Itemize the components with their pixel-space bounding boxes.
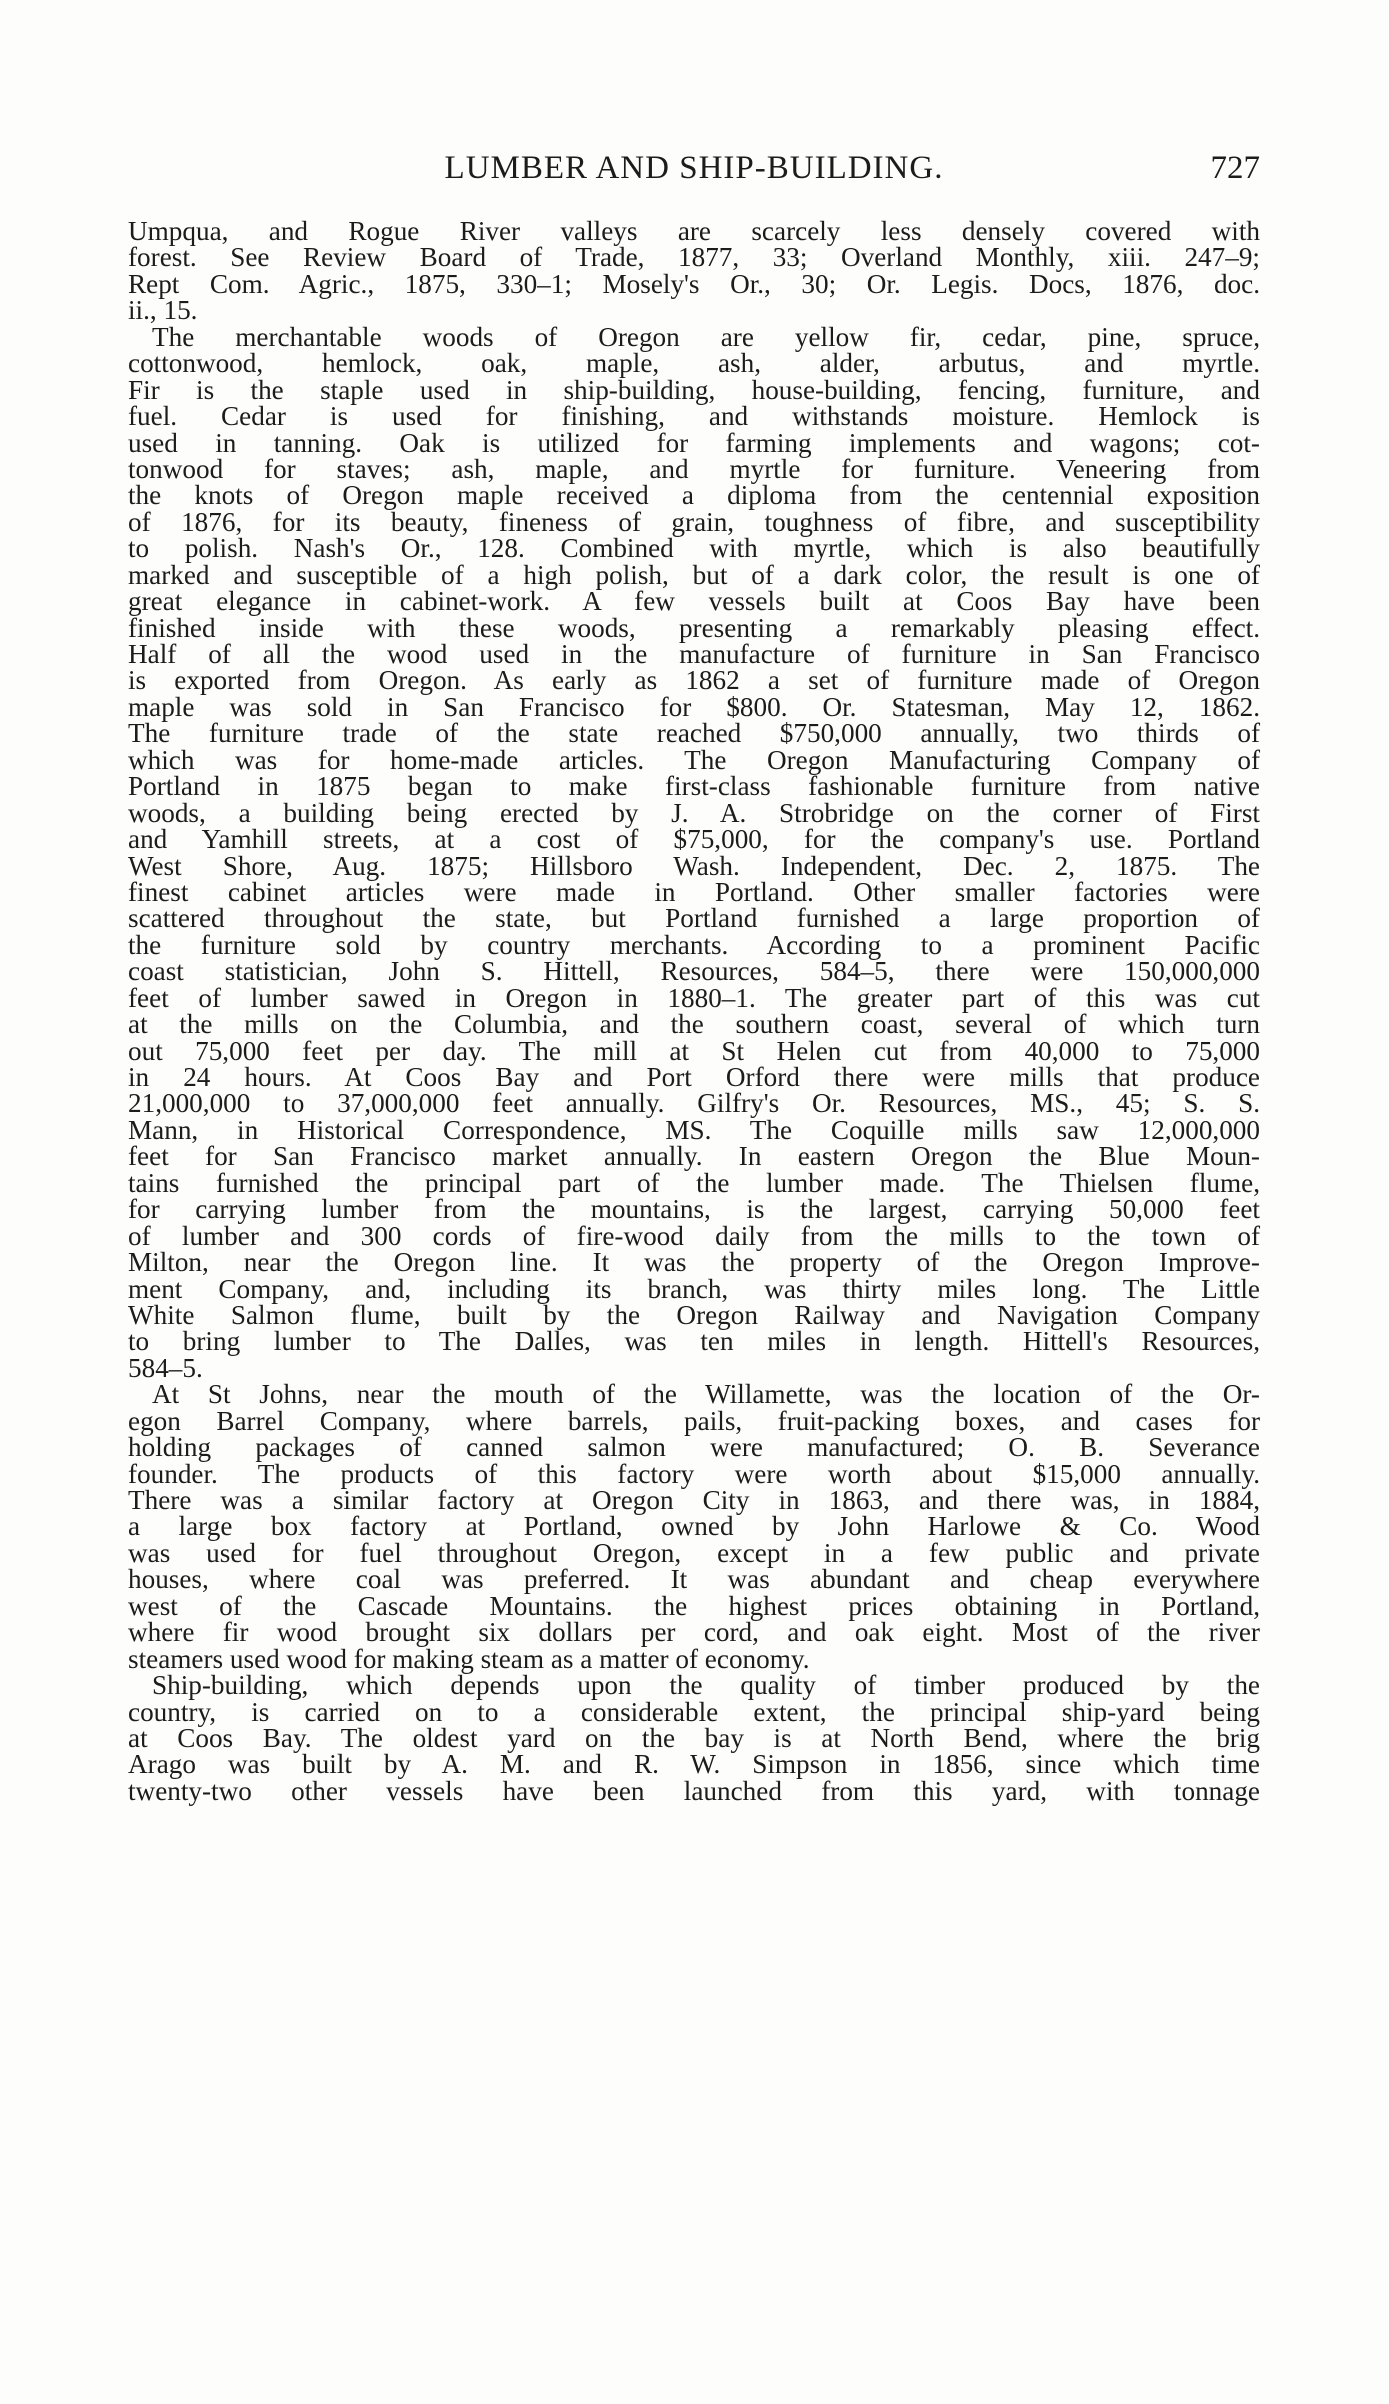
text-line: At St Johns, near the mouth of the Willamette, was the location of the Or-	[152, 1379, 1260, 1410]
footnote-text	[128, 218, 1260, 1804]
text-line: at Coos Bay. The oldest yard on the bay is at North Bend, where the brig	[128, 1722, 1260, 1753]
text-line: was used for fuel throughout Oregon, except in a few public and private	[128, 1537, 1260, 1568]
text-line: Ship-building, which depends upon the quality of timber produced by the	[152, 1670, 1260, 1701]
text-line: Umpqua, and Rogue River valleys are scarcely less densely covered with	[128, 216, 1260, 246]
text-line: tonwood for staves; ash, maple, and myrtle for furniture. Veneering from	[128, 453, 1260, 484]
text-line: the knots of Oregon maple received a diploma from the centennial exposition	[128, 480, 1260, 511]
text-line: The merchantable woods of Oregon are yellow fir, cedar, pine, spruce,	[152, 321, 1260, 352]
text-line: for carrying lumber from the mountains, is the largest, carrying 50,000 feet	[128, 1194, 1260, 1225]
text-line: great elegance in cabinet-work. A few vessels built at Coos Bay have been	[128, 586, 1260, 617]
text-line: which was for home-made articles. The Oregon Manufacturing Company of	[128, 744, 1260, 775]
text-line: 21,000,000 to 37,000,000 feet annually. Gilfry's Or. Resources, MS., 45; S. S.	[128, 1088, 1260, 1119]
text-line: and Yamhill streets, at a cost of $75,000, for the company's use. Portland	[128, 824, 1260, 855]
text-line: in 24 hours. At Coos Bay and Port Orford there were mills that produce	[128, 1062, 1260, 1092]
text-line: egon Barrel Company, where barrels, pails, fruit-packing boxes, and cases for	[128, 1405, 1260, 1436]
text-line: tains furnished the principal part of the lumber made. The Thielsen flume,	[128, 1167, 1260, 1198]
page-title: LUMBER AND SHIP-BUILDING.	[444, 150, 944, 186]
running-head	[128, 150, 1260, 194]
text-line: Fir is the staple used in ship-building, house-building, fencing, furniture, and	[128, 374, 1260, 405]
text-line: steamers used wood for making steam as a matter of economy.	[128, 1643, 810, 1674]
text-line: twenty-two other vessels have been launched from this yard, with tonnage	[128, 1775, 1260, 1806]
text-line: country, is carried on to a considerable extent, the principal ship-yard being	[128, 1696, 1260, 1727]
text-line: White Salmon flume, built by the Oregon Railway and Navigation Company	[128, 1299, 1260, 1330]
text-line: Portland in 1875 began to make first-class fashionable furniture from native	[128, 771, 1260, 802]
text-line: maple was sold in San Francisco for $800. Or. Statesman, May 12, 1862.	[128, 691, 1260, 722]
text-line: out 75,000 feet per day. The mill at St Helen cut from 40,000 to 75,000	[128, 1035, 1260, 1066]
page-number: 727	[1210, 150, 1260, 186]
text-line: where fir wood brought six dollars per cord, and oak eight. Most of the river	[128, 1617, 1260, 1648]
text-line: Rept Com. Agric., 1875, 330–1; Mosely's Or., 30; Or. Legis. Docs, 1876, doc.	[128, 268, 1260, 299]
text-line: of lumber and 300 cords of fire-wood daily from the mills to the town of	[128, 1220, 1260, 1251]
text-line: West Shore, Aug. 1875; Hillsboro Wash. Independent, Dec. 2, 1875. The	[128, 850, 1260, 881]
text-line: the furniture sold by country merchants. According to a prominent Pacific	[128, 929, 1260, 960]
text-line: of 1876, for its beauty, fineness of grain, toughness of fibre, and susceptibility	[128, 506, 1260, 537]
text-line: There was a similar factory at Oregon City in 1863, and there was, in 1884,	[128, 1485, 1260, 1515]
text-line: at the mills on the Columbia, and the southern coast, several of which turn	[128, 1009, 1260, 1040]
text-line: holding packages of canned salmon were manufactured; O. B. Severance	[128, 1432, 1260, 1463]
text-line: cottonwood, hemlock, oak, maple, ash, alder, arbutus, and myrtle.	[128, 348, 1260, 379]
text-line: ii., 15.	[128, 295, 198, 326]
text-line: coast statistician, John S. Hittell, Resources, 584–5, there were 150,000,000	[128, 956, 1260, 987]
text-line: Mann, in Historical Correspondence, MS. The Coquille mills saw 12,000,000	[128, 1114, 1260, 1145]
text-line: Arago was built by A. M. and R. W. Simpson in 1856, since which time	[128, 1749, 1260, 1780]
text-line: fuel. Cedar is used for finishing, and withstands moisture. Hemlock is	[128, 401, 1260, 432]
text-line: Milton, near the Oregon line. It was the property of the Oregon Improve-	[128, 1247, 1260, 1278]
text-line: finished inside with these woods, presenting a remarkably pleasing effect.	[128, 612, 1260, 643]
text-line: houses, where coal was preferred. It was abundant and cheap everywhere	[128, 1564, 1260, 1595]
text-line: scattered throughout the state, but Portland furnished a large proportion of	[128, 903, 1260, 934]
text-line: ment Company, and, including its branch, was thirty miles long. The Little	[128, 1273, 1260, 1304]
text-line: finest cabinet articles were made in Portland. Other smaller factories were	[128, 876, 1260, 907]
text-line: The furniture trade of the state reached $750,000 annually, two thirds of	[128, 718, 1260, 749]
text-line: a large box factory at Portland, owned by John Harlowe & Co. Wood	[128, 1511, 1260, 1542]
text-line: 584–5.	[128, 1352, 203, 1383]
text-line: used in tanning. Oak is utilized for farming implements and wagons; cot-	[128, 427, 1260, 458]
text-line: to bring lumber to The Dalles, was ten miles in length. Hittell's Resources,	[128, 1326, 1260, 1357]
text-line: feet for San Francisco market annually. In eastern Oregon the Blue Moun-	[128, 1141, 1260, 1172]
text-line: woods, a building being erected by J. A. Strobridge on the corner of First	[128, 797, 1260, 828]
text-line: founder. The products of this factory were worth about $15,000 annually.	[128, 1458, 1260, 1489]
text-line: forest. See Review Board of Trade, 1877, 33; Overland Monthly, xiii. 247–9;	[128, 242, 1260, 273]
text-line: to polish. Nash's Or., 128. Combined with myrtle, which is also beautifully	[128, 533, 1260, 564]
text-line: marked and susceptible of a high polish, but of a dark color, the result is one of	[128, 559, 1260, 590]
text-line: feet of lumber sawed in Oregon in 1880–1. The greater part of this was cut	[128, 982, 1260, 1013]
text-line: west of the Cascade Mountains. the highest prices obtaining in Portland,	[128, 1590, 1260, 1621]
text-line: is exported from Oregon. As early as 1862 a set of furniture made of Oregon	[128, 665, 1260, 696]
text-line: Half of all the wood used in the manufacture of furniture in San Francisco	[128, 639, 1260, 669]
